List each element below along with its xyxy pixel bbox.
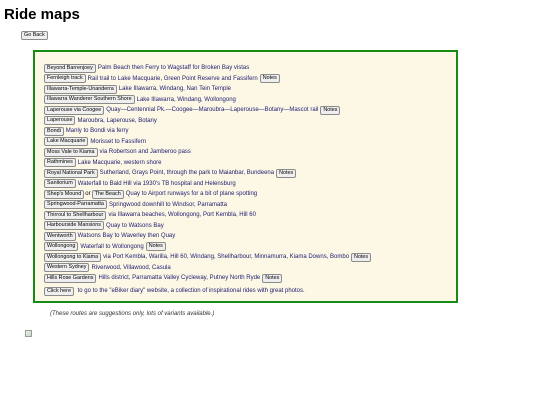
route-description: Palm Beach then Ferry to Wagstaff for Broken Bay vistas [97, 65, 250, 71]
route-map-button[interactable]: Laperouse [44, 116, 75, 125]
route-description: Sutherland, Grays Point, through the park to Maianbar, Bundeena [99, 170, 275, 176]
route-row [44, 74, 454, 85]
route-notes-button[interactable]: Notes [351, 253, 371, 262]
route-row [44, 263, 454, 274]
route-description: Maroubra, Laperouse, Botany [77, 117, 157, 124]
route-notes-button[interactable]: Notes [262, 274, 282, 283]
route-description: Manly to Bondi via ferry [65, 128, 129, 134]
route-row [44, 221, 454, 232]
route-map-button[interactable]: Shep's Mound [44, 190, 84, 199]
route-map-button[interactable]: Rathmines [44, 158, 76, 167]
route-description: Quay to Airport runways for a bit of plane spotting [125, 191, 258, 197]
route-notes-button[interactable]: Notes [276, 169, 296, 178]
route-row [44, 189, 454, 200]
route-description: via Robertson and Jamberoo pass [99, 149, 191, 155]
route-row [44, 242, 454, 253]
go-back-button[interactable]: Go Back [21, 31, 48, 40]
route-description: Quay—Centennial Pk.—Coogee—Maroubra—Laperouse—Botany—Mascot rail [106, 107, 319, 113]
route-or-separator: or [85, 191, 91, 197]
route-map-button[interactable]: Thirroul to Shellharbour [44, 211, 106, 220]
route-description: Lake Illawarra, Windang, Wollongong [136, 96, 236, 103]
route-map-button[interactable]: Wentworth [44, 232, 76, 241]
route-notes-button[interactable]: Notes [320, 106, 340, 115]
route-description: Watsons Bay to Waverley then Quay [77, 233, 176, 239]
route-notes-button[interactable]: Notes [260, 74, 280, 83]
route-row [44, 95, 454, 106]
route-map-button[interactable]: Moss Vale to Kiama [44, 148, 98, 157]
route-row [44, 147, 454, 158]
route-map-button[interactable]: Harbourside Mansions [44, 221, 104, 230]
route-row [44, 273, 454, 284]
route-row [44, 84, 454, 95]
ebiker-diary-row [44, 286, 305, 297]
route-description: Lake Macquarie, western shore [77, 159, 162, 166]
route-map-button[interactable]: Hills Rose Gardens [44, 274, 96, 283]
route-description: Riverwood, Villawood, Casula [91, 264, 171, 271]
route-description: Springwood downhill to Windsor, Parramatta [108, 201, 227, 208]
route-description: Lake Illawarra, Windang, Nan Tein Temple [118, 86, 231, 92]
route-row [44, 200, 454, 211]
route-row [44, 63, 454, 74]
route-row [44, 231, 454, 242]
ebiker-diary-description: to go to the "eBiker diary" website, a collection of inspirational rides with great photos. [77, 288, 305, 294]
route-map-button[interactable]: Fernleigh track [44, 74, 86, 83]
route-map-button[interactable]: Laperouse via Coogee [44, 106, 104, 115]
route-row [44, 168, 454, 179]
route-row [44, 252, 454, 263]
route-row [44, 116, 454, 127]
route-row [44, 210, 454, 221]
route-map-button[interactable]: Wollongong [44, 242, 78, 251]
route-description: Quay to Watsons Bay [105, 222, 164, 229]
route-map-button[interactable]: Springwood-Parramatta [44, 200, 107, 209]
route-map-button[interactable]: Royal National Park [44, 169, 98, 178]
route-description: Hills district, Parramatta Valley Cycleway, Putney North Ryde [98, 275, 261, 281]
route-notes-button[interactable]: Notes [146, 242, 166, 251]
routes-list [44, 63, 454, 284]
routes-disclaimer: (These routes are suggestions only, lots of variants available.) [50, 311, 215, 317]
route-map-button[interactable]: Lake Macquarie [44, 137, 88, 146]
routes-panel [33, 50, 458, 303]
route-map-button[interactable]: Bondi [44, 127, 64, 136]
route-row [44, 126, 454, 137]
route-map-button[interactable]: Illawarra Wanderer Southern Shore [44, 95, 135, 104]
route-map-button[interactable]: Wollongong to Kiama [44, 253, 101, 262]
route-map-button[interactable]: Illawarra-Temple-Unanderra [44, 85, 117, 94]
route-map-button[interactable]: Western Sydney [44, 263, 89, 272]
route-description: Waterfall to Bald Hill via 1930's TB hospital and Helensburg [77, 180, 236, 187]
route-description: Rail trail to Lake Macquarie, Green Point Reserve and Fassifern [87, 75, 258, 82]
route-description: Waterfall to Wollongong [80, 243, 144, 250]
route-row [44, 179, 454, 190]
route-row [44, 105, 454, 116]
broken-image-icon [25, 330, 32, 337]
route-map-button[interactable]: Sanitorium [44, 179, 76, 188]
route-map-button[interactable]: Beyond Barrenjoey [44, 64, 96, 73]
route-map-button[interactable]: The Beach [92, 190, 124, 199]
route-row [44, 137, 454, 148]
route-description: Morisset to Fassifern [90, 138, 147, 145]
route-description: via Port Kembla, Warilla, Hill 60, Windang, Shellharbour, Minnamurra, Kiama Downs, Bombo [103, 254, 350, 260]
route-row [44, 158, 454, 169]
route-description: via Illawarra beaches, Wollongong, Port Kembla, Hill 60 [108, 212, 256, 218]
click-here-button[interactable]: Click here [44, 287, 74, 296]
page-title: Ride maps [4, 6, 80, 23]
